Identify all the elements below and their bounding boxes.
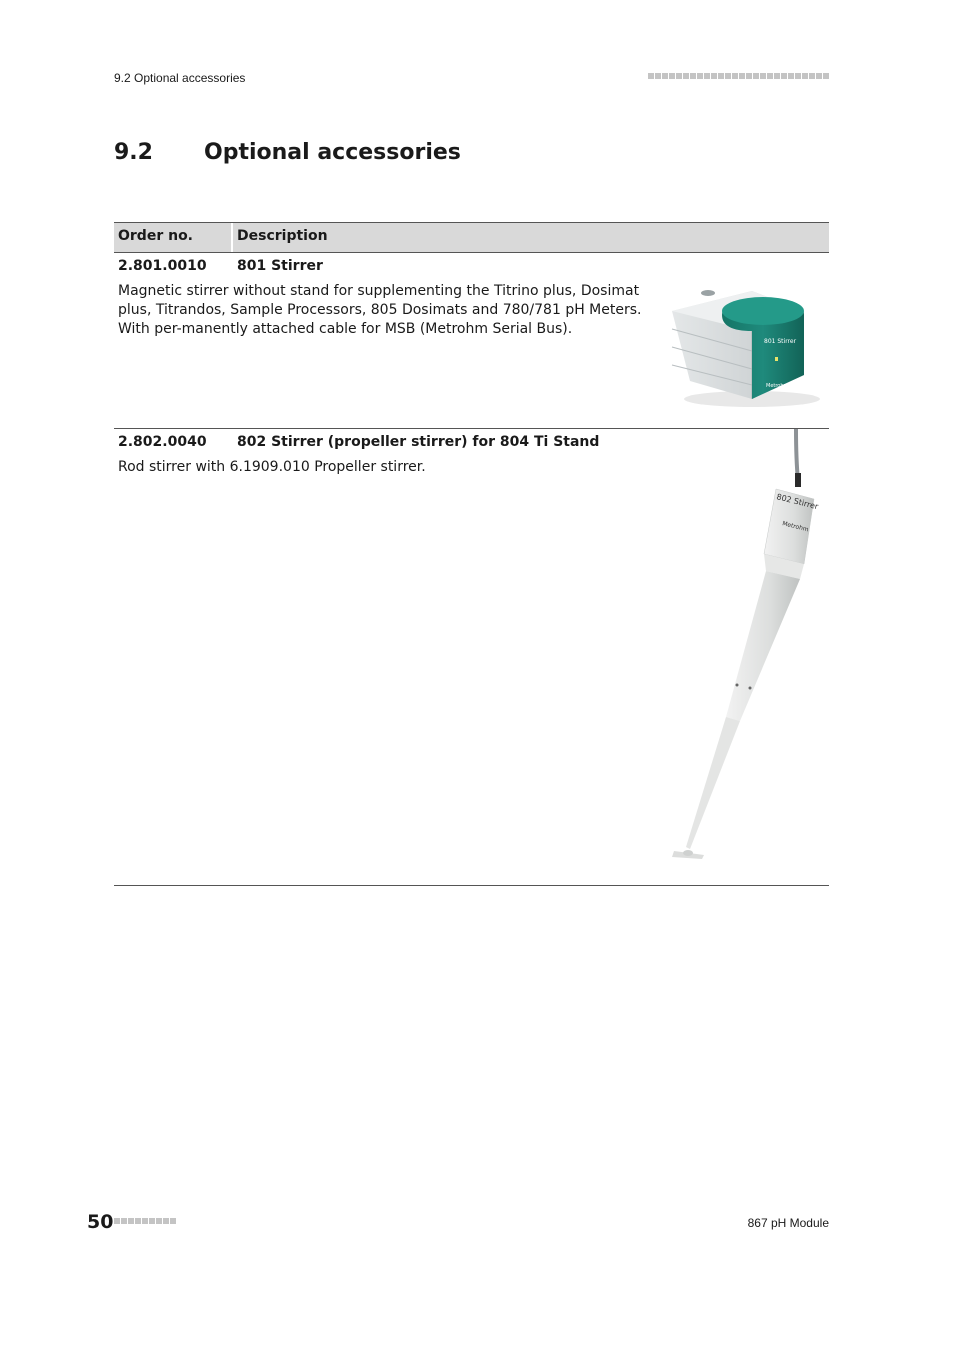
page-number: 50 <box>87 1211 114 1233</box>
document-title: 867 pH Module <box>747 1216 829 1230</box>
device-label: 801 Stirrer <box>764 338 797 345</box>
product-description: Magnetic stirrer without stand for supplementing the Titrino plus, Dosimat plus, Titrandos, Sample Processors, 805 Dosimats and 780/781 pH Meters. With per-manently attached cable for MSB (Metrohm Serial Bus). <box>118 283 642 337</box>
footer-decoration <box>114 1218 176 1224</box>
table-row <box>114 429 829 886</box>
order-number: 2.802.0040 <box>118 434 207 450</box>
section-title: Optional accessories <box>204 140 461 165</box>
magnetic-stirrer-image <box>662 271 832 411</box>
order-number: 2.801.0010 <box>118 258 207 274</box>
propeller-stirrer-image <box>654 429 829 869</box>
header-decoration <box>648 73 829 79</box>
product-description: Rod stirrer with 6.1909.010 Propeller stirrer. <box>118 459 426 475</box>
brand-logo: Metrohm <box>766 383 789 389</box>
device-label: 802 Stirrer <box>775 492 820 512</box>
section-heading <box>114 140 461 165</box>
table-header <box>114 222 829 253</box>
running-header-title: 9.2 Optional accessories <box>114 71 246 85</box>
section-number: 9.2 <box>114 140 153 165</box>
column-header-order-no: Order no. <box>114 223 233 252</box>
product-name: 801 Stirrer <box>237 258 323 274</box>
brand-logo: Metrohm <box>781 520 810 534</box>
product-name: 802 Stirrer (propeller stirrer) for 804 Ti Stand <box>237 434 600 450</box>
table-row <box>114 253 829 429</box>
column-header-description: Description <box>237 228 328 244</box>
accessories-table <box>114 222 829 886</box>
